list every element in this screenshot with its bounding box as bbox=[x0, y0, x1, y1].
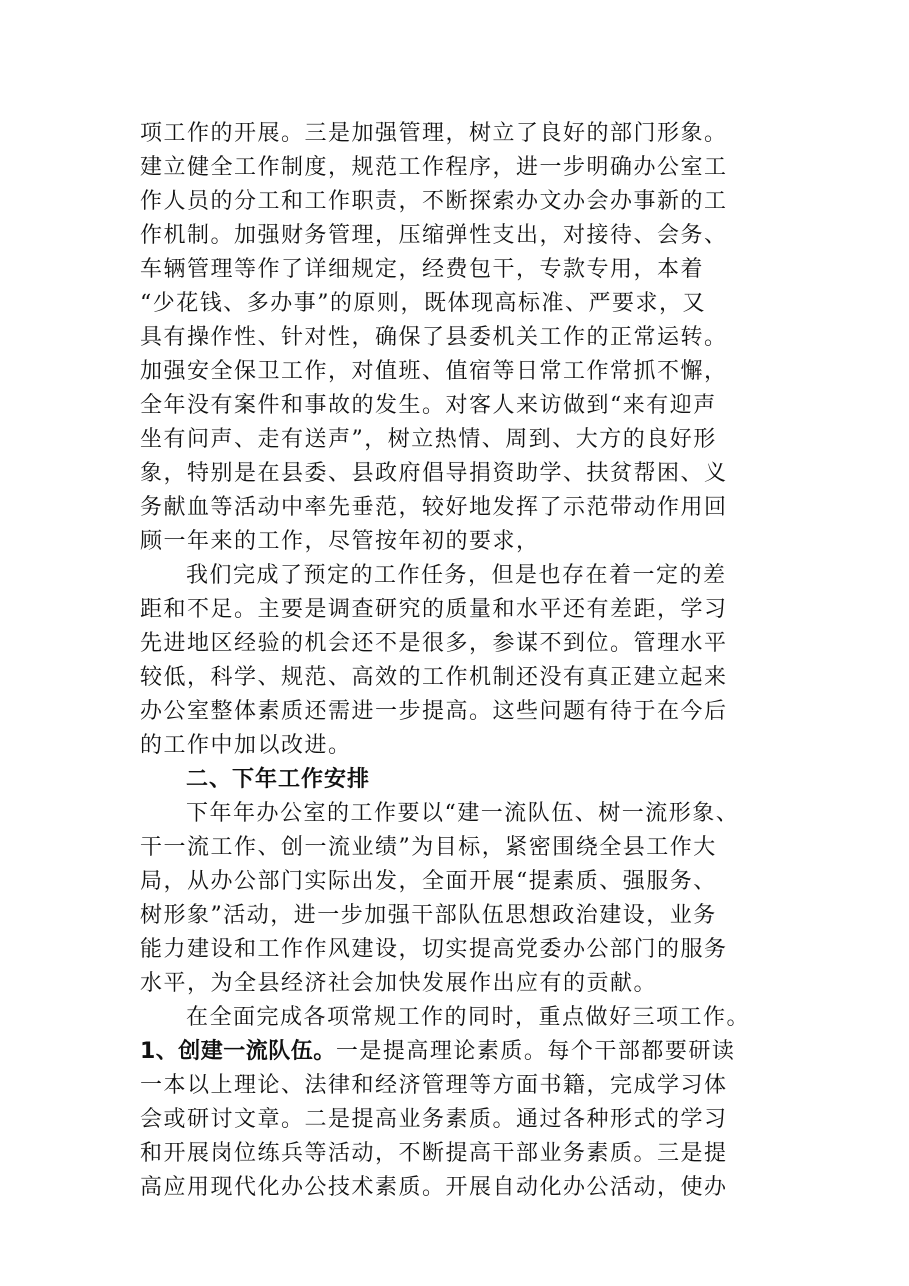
body-text-line: 能力建设和工作作风建设，切实提高党委办公部门的服务 bbox=[140, 937, 728, 962]
body-text-line: 象，特别是在县委、县政府倡导捐资助学、扶贫帮困、义 bbox=[140, 461, 728, 486]
body-text-line: 先进地区经验的机会还不是很多，参谋不到位。管理水平 bbox=[140, 631, 728, 656]
body-text-line: 作人员的分工和工作职责，不断探索办文办会办事新的工 bbox=[140, 189, 728, 214]
body-text-line: 车辆管理等作了详细规定，经费包干，专款专用，本着 bbox=[140, 257, 705, 282]
body-text-line: 作机制。加强财务管理，压缩弹性支出，对接待、会务、 bbox=[140, 223, 728, 248]
section-heading: 二、下年工作安排 bbox=[186, 767, 371, 792]
body-text-line: 建立健全工作制度，规范工作程序，进一步明确办公室工 bbox=[140, 155, 728, 180]
subsection-line bbox=[140, 1036, 780, 1068]
body-text-line: 一本以上理论、法律和经济管理等方面书籍，完成学习体 bbox=[140, 1073, 728, 1098]
body-text-line: 会或研讨文章。二是提高业务素质。通过各种形式的学习 bbox=[140, 1107, 728, 1132]
body-text-line: 全年没有案件和事故的发生。对客人来访做到“来有迎声 bbox=[140, 393, 717, 418]
body-text-line: 加强安全保卫工作，对值班、值宿等日常工作常抓不懈， bbox=[140, 359, 728, 384]
body-text-line: “少花钱、多办事”的原则，既体现高标准、严要求，又 bbox=[140, 291, 706, 316]
subsection-heading: 1、创建一流队伍。 bbox=[140, 1039, 336, 1064]
body-text-line: 树形象”活动，进一步加强干部队伍思想政治建设，业务 bbox=[140, 903, 717, 928]
body-text-line: 水平，为全县经济社会加快发展作出应有的贡献。 bbox=[140, 971, 658, 996]
paragraph-first-line: 在全面完成各项常规工作的同时，重点做好三项工作。 bbox=[186, 1005, 751, 1030]
paragraph-first-line: 我们完成了预定的工作任务，但是也存在着一定的差 bbox=[186, 563, 727, 588]
paragraph-first-line: 下年年办公室的工作要以“建一流队伍、树一流形象、 bbox=[186, 801, 740, 826]
body-text-line: 局，从办公部门实际出发，全面开展“提素质、强服务、 bbox=[140, 869, 717, 894]
body-text-line: 办公室整体素质还需进一步提高。这些问题有待于在今后 bbox=[140, 699, 728, 724]
body-text-line: 距和不足。主要是调查研究的质量和水平还有差距，学习 bbox=[140, 597, 728, 622]
body-text-line: 坐有问声、走有送声”，树立热情、周到、大方的良好形 bbox=[140, 427, 717, 452]
body-text-line: 具有操作性、针对性，确保了县委机关工作的正常运转。 bbox=[140, 325, 728, 350]
body-text-line: 较低，科学、规范、高效的工作机制还没有真正建立起来 bbox=[140, 665, 728, 690]
body-text-line: 和开展岗位练兵等活动，不断提高干部业务素质。三是提 bbox=[140, 1141, 728, 1166]
subsection-text: 一是提高理论素质。每个干部都要研读 bbox=[335, 1039, 736, 1064]
body-text-line: 干一流工作、创一流业绩”为目标，紧密围绕全县工作大 bbox=[140, 835, 717, 860]
body-text-line: 的工作中加以改进。 bbox=[140, 733, 352, 758]
body-text-line: 高应用现代化办公技术素质。开展自动化办公活动，使办 bbox=[140, 1175, 728, 1200]
body-text-line: 顾一年来的工作，尽管按年初的要求， bbox=[140, 529, 540, 554]
body-text-line: 务献血等活动中率先垂范，较好地发挥了示范带动作用回 bbox=[140, 495, 728, 520]
body-text-line: 项工作的开展。三是加强管理，树立了良好的部门形象。 bbox=[140, 121, 728, 146]
